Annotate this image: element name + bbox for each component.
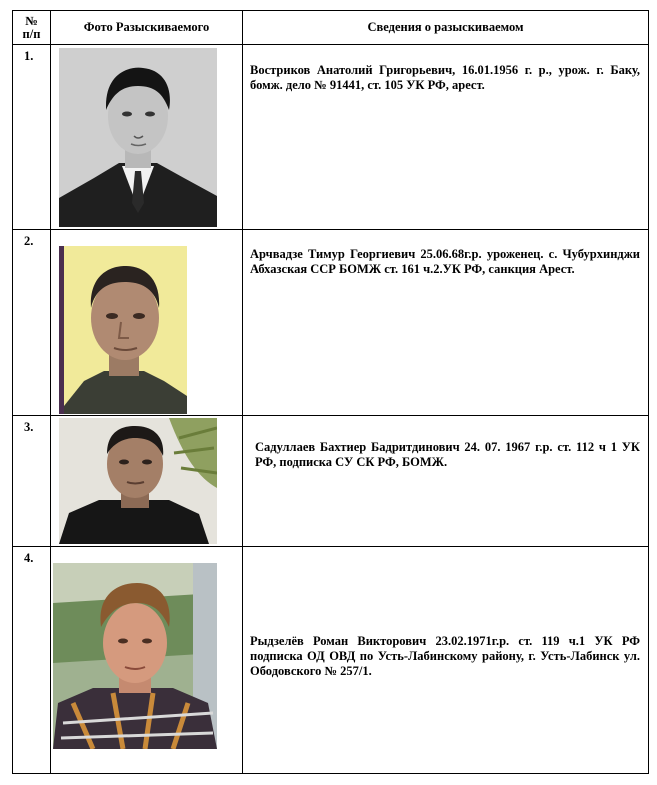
header-info: Сведения о разыскиваемом [243,11,649,45]
row-number: 4. [24,551,34,565]
header-row [13,11,649,45]
row-number: 3. [24,420,34,434]
suspect-info: Востриков Анатолий Григорьевич, 16.01.1956 г. р., урож. г. Баку, бомж. дело № 91441, ст. 105 УК РФ, арест. [250,63,640,92]
suspect-info: Садуллаев Бахтиер Бадритдинович 24. 07. 1967 г.р. ст. 112 ч 1 УК РФ, подписка СУ СК РФ, БОМЖ. [255,440,640,469]
header-num: № п/п [13,11,51,45]
suspect-info: Арчвадзе Тимур Георгиевич 25.06.68г.р. уроженец. с. Чубурхинджи Абхазская ССР БОМЖ ст. 161 ч.2.УК РФ, санкция Арест. [250,247,640,276]
suspect-photo [59,48,217,227]
row-number: 2. [24,234,34,248]
table-row [13,416,649,547]
suspect-photo [59,246,187,414]
suspect-info: Рыдзелёв Роман Викторович 23.02.1971г.р. ст. 119 ч.1 УК РФ подписка ОД ОВД по Усть-Лабинскому району, г. Усть-Лабинск ул. Ободовского № 257/1. [250,634,640,678]
table-row [13,230,649,416]
table-row [13,45,649,230]
suspect-photo [53,563,217,749]
table-row [13,547,649,774]
header-photo: Фото Разыскиваемого [51,11,243,45]
wanted-table [12,10,649,774]
row-number: 1. [24,49,34,63]
wanted-sheet [12,10,648,774]
suspect-photo [59,418,217,544]
